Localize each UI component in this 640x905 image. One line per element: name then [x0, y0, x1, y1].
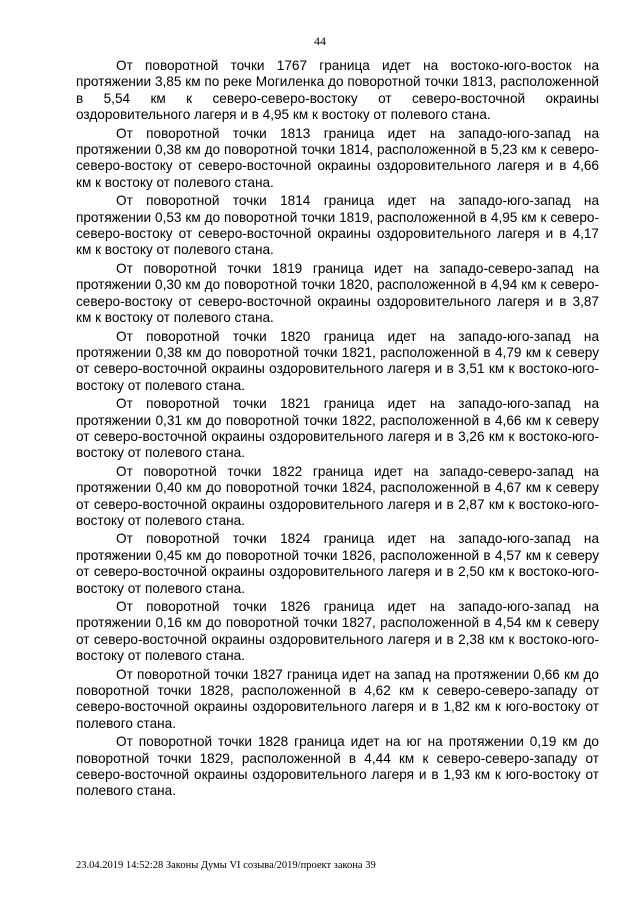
- document-footer: 23.04.2019 14:52:28 Законы Думы VI созыва/2019/проект закона 39: [76, 860, 376, 871]
- paragraph: От поворотной точки 1828 граница идет на юг на протяжении 0,19 км до поворотной точки 1829, расположенной в 4,44 км к северо-северо-западу от северо-восточной окраины оздоровительного лагеря и в 1,93 км к юго-востоку от полевого стана.: [76, 734, 599, 799]
- paragraph: От поворотной точки 1826 граница идет на западо-юго-запад на протяжении 0,16 км до поворотной точки 1827, расположенной в 4,54 км к северу от северо-восточной окраины оздоровительного лагеря и в 2,38 км к востоко-юго-востоку от полевого стана.: [76, 599, 599, 664]
- paragraph: От поворотной точки 1821 граница идет на западо-юго-запад на протяжении 0,31 км до поворотной точки 1822, расположенной в 4,66 км к северу от северо-восточной окраины оздоровительного лагеря и в 3,26 км к востоко-юго-востоку от полевого стана.: [76, 396, 599, 461]
- paragraph: От поворотной точки 1814 граница идет на западо-юго-запад на протяжении 0,53 км до поворотной точки 1819, расположенной в 4,95 км к северо-северо-востоку от северо-восточной окраины оздоровительного лагеря и в 4,17 км к востоку от полевого стана.: [76, 193, 599, 258]
- paragraph: От поворотной точки 1767 граница идет на востоко-юго-восток на протяжении 3,85 км по реке Могиленка до поворотной точки 1813, расположенной в 5,54 км к северо-северо-востоку от северо-восточной окраины оздоровительного лагеря и в 4,95 км к востоку от полевого стана.: [76, 58, 599, 123]
- paragraph: От поворотной точки 1819 граница идет на западо-северо-запад на протяжении 0,30 км до поворотной точки 1820, расположенной в 4,94 км к северо-северо-востоку от северо-восточной окраины оздоровительного лагеря и в 3,87 км к востоку от полевого стана.: [76, 260, 599, 326]
- document-body: [76, 58, 599, 802]
- paragraph: От поворотной точки 1827 граница идет на запад на протяжении 0,66 км до поворотной точки 1828, расположенной в 4,62 км к северо-северо-западу от северо-восточной окраины оздоровительного лагеря и в 1,82 км к юго-востоку от полевого стана.: [76, 666, 599, 731]
- paragraph: От поворотной точки 1820 граница идет на западо-юго-запад на протяжении 0,38 км до поворотной точки 1821, расположенной в 4,79 км к северу от северо-восточной окраины оздоровительного лагеря и в 3,51 км к востоко-юго-востоку от полевого стана.: [76, 328, 599, 393]
- paragraph: От поворотной точки 1824 граница идет на западо-юго-запад на протяжении 0,45 км до поворотной точки 1826, расположенной в 4,57 км к северу от северо-восточной окраины оздоровительного лагеря и в 2,50 км к востоко-юго-востоку от полевого стана.: [76, 531, 599, 596]
- paragraph: От поворотной точки 1813 граница идет на западо-юго-запад на протяжении 0,38 км до поворотной точки 1814, расположенной в 5,23 км к северо-северо-востоку от северо-восточной окраины оздоровительного лагеря и в 4,66 км к востоку от полевого стана.: [76, 125, 599, 190]
- page-number: 44: [314, 34, 326, 48]
- paragraph: От поворотной точки 1822 граница идет на западо-северо-запад на протяжении 0,40 км до поворотной точки 1824, расположенной в 4,67 км к северу от северо-восточной окраины оздоровительного лагеря и в 2,87 км к востоко-юго-востоку от полевого стана.: [76, 463, 599, 528]
